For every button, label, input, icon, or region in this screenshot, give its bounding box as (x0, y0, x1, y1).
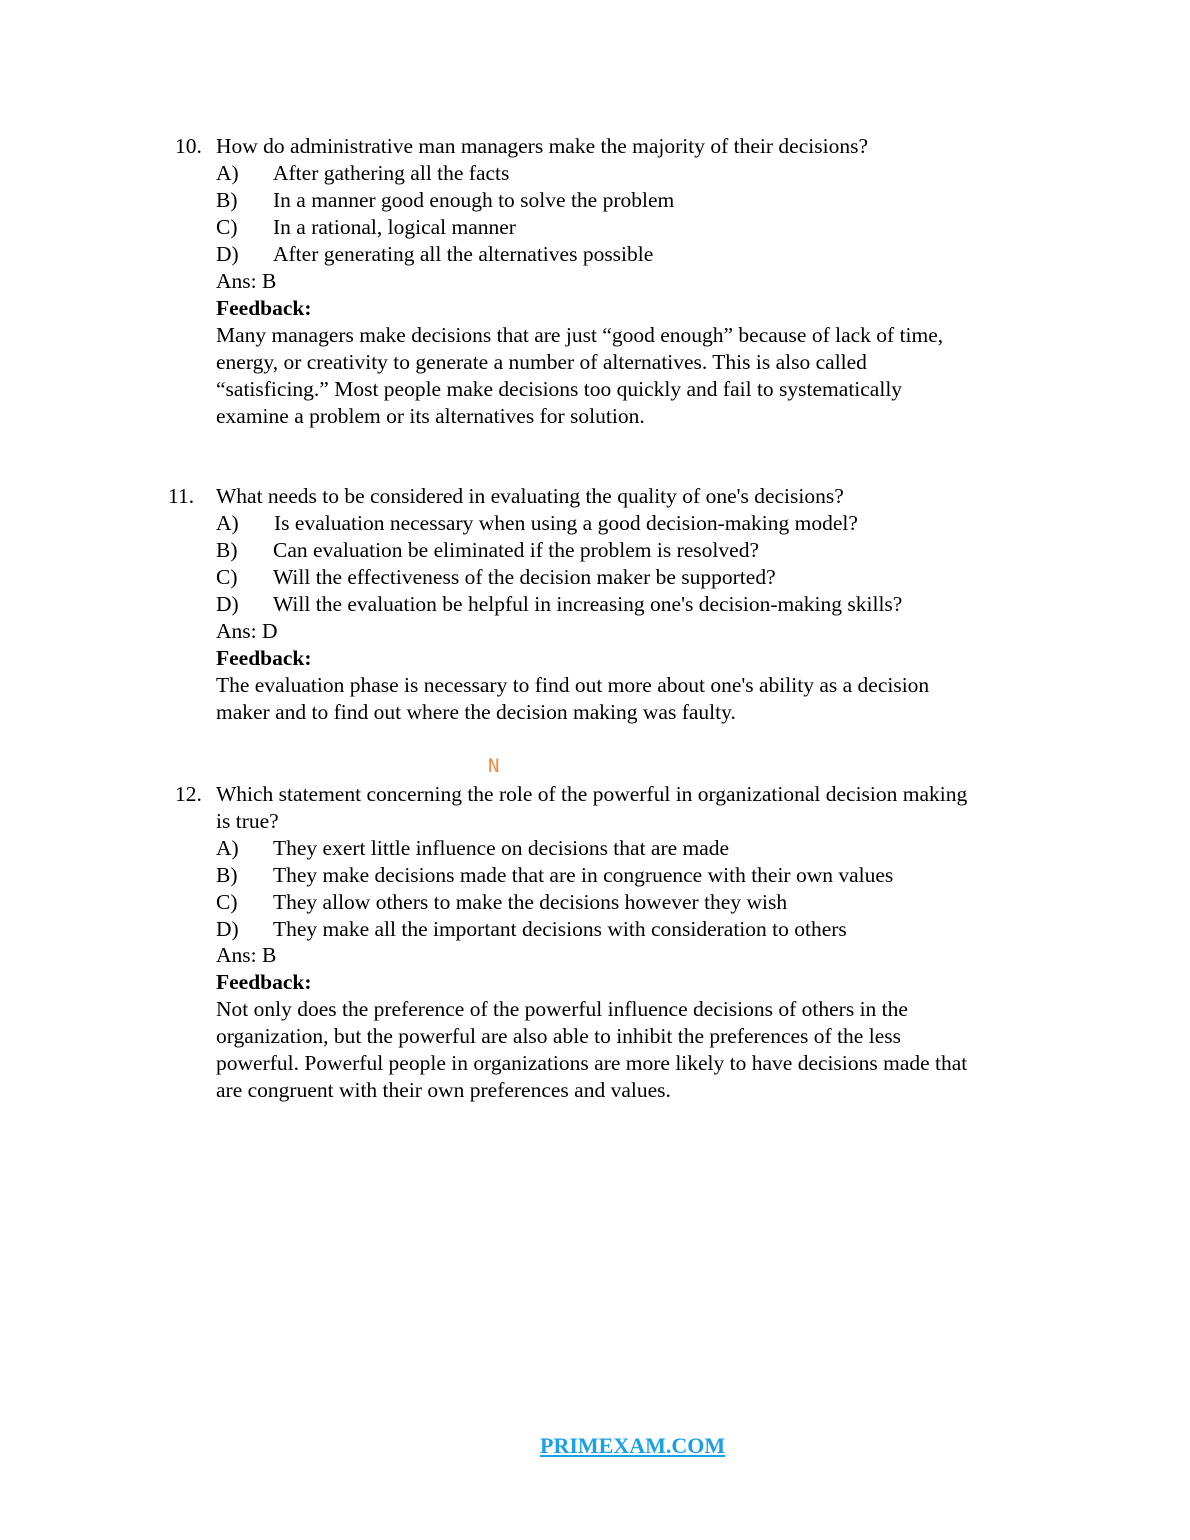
feedback-text: examine a problem or its alternatives for solution. (216, 404, 645, 428)
option-text: They make all the important decisions with consideration to others (273, 917, 847, 941)
option-text: Is evaluation necessary when using a good decision-making model? (274, 511, 858, 535)
option-letter: D) (216, 242, 239, 266)
answer: Ans: D (216, 619, 278, 643)
feedback-text: organization, but the powerful are also able to inhibit the preferences of the less (216, 1024, 901, 1048)
option-text: After gathering all the facts (273, 161, 510, 185)
option-text: In a rational, logical manner (273, 215, 516, 239)
option-text: They allow others to make the decisions however they wish (273, 890, 788, 914)
question-text: How do administrative man managers make the majority of their decisions? (216, 134, 868, 158)
option-letter: D) (216, 917, 239, 941)
option-letter: A) (216, 836, 239, 860)
option-letter: B) (216, 863, 238, 887)
option-text: In a manner good enough to solve the problem (273, 188, 675, 212)
option-letter: B) (216, 538, 238, 562)
option-letter: C) (216, 890, 238, 914)
option-text: Will the effectiveness of the decision maker be supported? (273, 565, 776, 589)
option-letter: D) (216, 592, 239, 616)
feedback-text: maker and to find out where the decision making was faulty. (216, 700, 736, 724)
question-text: What needs to be considered in evaluating the quality of one's decisions? (216, 484, 844, 508)
answer: Ans: B (216, 269, 277, 293)
question-text: is true? (216, 809, 279, 833)
option-text: They make decisions made that are in congruence with their own values (273, 863, 894, 887)
footer-link[interactable]: PRIMEXAM.COM (540, 1433, 726, 1458)
feedback-label: Feedback: (216, 296, 312, 320)
feedback-text: Not only does the preference of the powerful influence decisions of others in the (216, 997, 908, 1021)
option-text: Can evaluation be eliminated if the problem is resolved? (273, 538, 759, 562)
orange-marker: N (488, 755, 500, 777)
feedback-text: “satisficing.” Most people make decisions too quickly and fail to systematically (216, 377, 903, 401)
feedback-text: powerful. Powerful people in organizations are more likely to have decisions made that (216, 1051, 968, 1075)
option-letter: B) (216, 188, 238, 212)
option-letter: C) (216, 565, 238, 589)
feedback-label: Feedback: (216, 646, 312, 670)
option-letter: A) (216, 511, 239, 535)
option-letter: A) (216, 161, 239, 185)
feedback-text: The evaluation phase is necessary to find out more about one's ability as a decision (216, 673, 930, 697)
option-text: After generating all the alternatives possible (273, 242, 654, 266)
question-number: 12. (175, 782, 202, 806)
answer: Ans: B (216, 943, 277, 967)
feedback-text: Many managers make decisions that are just “good enough” because of lack of time, (216, 323, 944, 347)
option-letter: C) (216, 215, 238, 239)
question-number: 11. (168, 484, 195, 508)
feedback-text: are congruent with their own preferences and values. (216, 1078, 671, 1102)
question-number: 10. (175, 134, 202, 158)
option-text: They exert little influence on decisions that are made (273, 836, 730, 860)
feedback-text: energy, or creativity to generate a number of alternatives. This is also called (216, 350, 867, 374)
feedback-label: Feedback: (216, 970, 312, 994)
question-text: Which statement concerning the role of the powerful in organizational decision making (216, 782, 968, 806)
option-text: Will the evaluation be helpful in increasing one's decision-making skills? (273, 592, 903, 616)
